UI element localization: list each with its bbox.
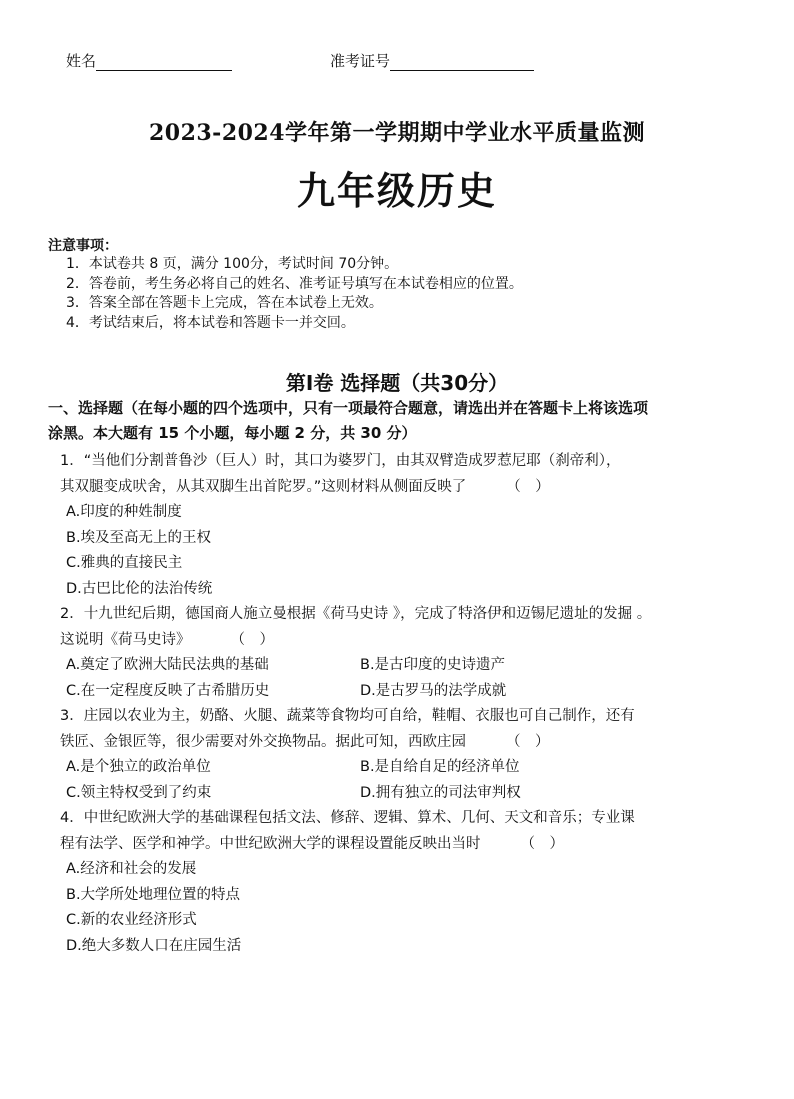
answer-parentheses: （ ） (520, 835, 564, 852)
option-a: A.是个独立的政治单位 (66, 759, 211, 775)
question-stem: 4．中世纪欧洲大学的基础课程包括文法、修辞、逻辑、算术、几何、天文和音乐；专业课 (60, 810, 635, 826)
exam-title: 2023-2024学年第一学期期中学业水平质量监测 (148, 120, 646, 146)
question-stem-continued (60, 475, 740, 501)
notice-item: 2．答卷前，考生务必将自己的姓名、准考证号填写在本试卷相应的位置。 (66, 275, 523, 292)
notice-item: 1．本试卷共 8 页，满分 100分，考试时间 70分钟。 (66, 256, 399, 272)
answer-parentheses: （ ） (230, 631, 274, 648)
option-a: A.奠定了欧洲大陆民法典的基础 (66, 657, 269, 673)
question-1 (60, 449, 740, 602)
question-stem: 3．庄园以农业为主，奶酪、火腿、蔬菜等食物均可自给，鞋帽、衣服也可自己制作，还有 (60, 708, 635, 724)
option-b: B.是古印度的史诗遗产 (360, 657, 506, 673)
subject-title: 九年级历史 (296, 168, 497, 213)
exam-id-field (330, 50, 534, 71)
name-blank-line (96, 54, 232, 71)
option-row (60, 755, 740, 781)
candidate-info-row (66, 50, 706, 72)
question-stem-text: 这说明《荷马史诗》 (60, 631, 191, 648)
question-stem-continued (60, 832, 740, 858)
question-3 (60, 704, 740, 806)
notice-heading: 注意事项： (48, 238, 118, 254)
option-d: D.是古罗马的法学成就 (360, 682, 507, 699)
question-stem-text: 其双腿变成吠舍，从其双脚生出首陀罗。”这则材料从侧面反映了 (60, 478, 467, 495)
question-stem-continued (60, 730, 740, 756)
name-field (66, 50, 232, 71)
option-row (60, 653, 740, 679)
notice-block (48, 237, 748, 333)
question-stem-continued (60, 628, 740, 654)
section-title: 第Ⅰ卷 选择题（共30分） (285, 371, 509, 395)
answer-parentheses: （ ） (506, 733, 550, 750)
option-row (60, 679, 740, 705)
option-c: C.领主特权受到了约束 (66, 784, 212, 801)
name-label: 姓名 (66, 52, 97, 70)
option-row (60, 781, 740, 807)
question-stem: 2．十九世纪后期，德国商人施立曼根据《荷马史诗 》，完成了特洛伊和迈锡尼遗址的发掘 。 (60, 606, 652, 622)
option-b: B.埃及至高无上的王权 (66, 529, 212, 546)
question-4 (60, 806, 740, 959)
notice-item: 3．答案全部在答题卡上完成，答在本试卷上无效。 (66, 295, 383, 311)
exam-id-blank-line (390, 54, 534, 71)
part-instructions-line: 涂黑。本大题有 15 个小题，每小题 2 分，共 30 分） (48, 424, 417, 442)
question-stem-text: 程有法学、医学和神学。中世纪欧洲大学的课程设置能反映出当时 (60, 835, 481, 852)
option-d: D.拥有独立的司法审判权 (360, 784, 521, 801)
option-b: B.大学所处地理位置的特点 (66, 886, 241, 903)
question-2 (60, 602, 740, 704)
option-b: B.是自给自足的经济单位 (360, 759, 520, 775)
question-list (60, 449, 740, 959)
option-d: D.古巴比伦的法治传统 (66, 580, 213, 597)
option-a: A.经济和社会的发展 (66, 861, 197, 877)
option-c: C.新的农业经济形式 (66, 912, 197, 928)
part-instructions (48, 396, 748, 446)
question-stem-text: 铁匠、金银匠等，很少需要对外交换物品。据此可知，西欧庄园 (60, 733, 466, 750)
notice-item: 4．考试结束后，将本试卷和答题卡一并交回。 (66, 314, 355, 331)
option-a: A.印度的种姓制度 (66, 504, 182, 520)
option-d: D.绝大多数人口在庄园生活 (66, 937, 242, 954)
exam-id-label: 准考证号 (330, 52, 391, 70)
part-instructions-line: 一、选择题（在每小题的四个选项中，只有一项最符合题意，请选出并在答题卡上将该选项 (48, 399, 649, 417)
answer-parentheses: （ ） (506, 478, 550, 495)
question-stem: 1．“当他们分割普鲁沙（巨人）时，其口为婆罗门，由其双臂造成罗惹尼耶（刹帝利）， (60, 453, 621, 469)
option-c: C.雅典的直接民主 (66, 555, 183, 571)
option-c: C.在一定程度反映了古希腊历史 (66, 682, 270, 699)
